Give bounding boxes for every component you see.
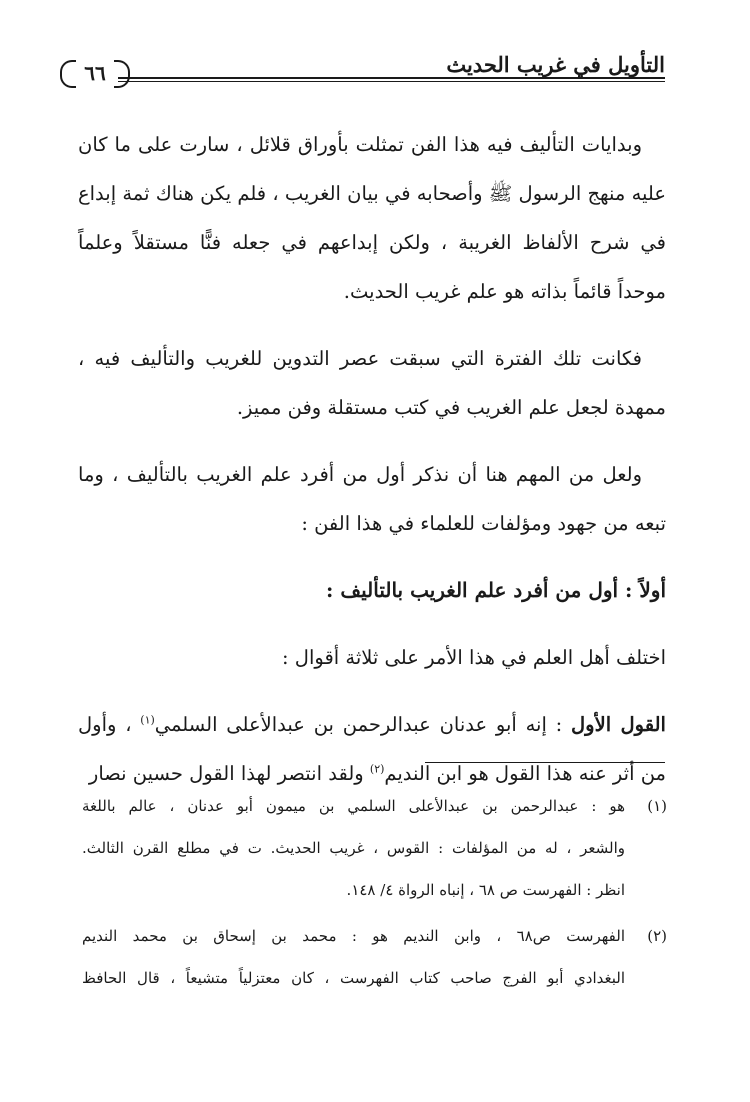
footnote-text [82, 915, 625, 999]
paragraph-2: فكانت تلك الفترة التي سبقت عصر التدوين للغريب والتأليف فيه ، ممهدة لجعل علم الغريب في كتب مستقلة وفن مميز. [78, 347, 666, 419]
header-rule-thin [118, 81, 665, 82]
footnotes [82, 785, 667, 1003]
paragraph-1: وبدايات التأليف فيه هذا الفن تمثلت بأوراق قلائل ، سارت على ما كان عليه منهج الرسول ﷺ وأصحابه في بيان الغريب ، فلم يكن هناك ثمة إبداع في شرح الألفاظ الغريبة ، ولكن إبداعهم في جعله فنًّا مستقلاً وعلماً موحداً قائماً بذاته هو علم غريب الحديث. [78, 133, 666, 303]
page-number: ٦٦ [84, 61, 106, 85]
header-rule [118, 77, 665, 79]
page-number-ornament [60, 58, 130, 88]
footnote-1 [82, 785, 667, 911]
footnote-ref-2[interactable]: (٢) [369, 762, 385, 776]
footnote-line: الفهرست ص٦٨ ، وابن النديم هو : محمد بن إسحاق بن محمد النديم [82, 927, 626, 945]
paragraph-3: ولعل من المهم هنا أن نذكر أول من أفرد علم الغريب بالتأليف ، وما تبعه من جهود ومؤلفات للعلماء في هذا الفن : [78, 463, 666, 535]
running-title: التأويل في غريب الحديث [446, 52, 665, 77]
footnote-separator [425, 762, 665, 763]
footnote-line: انظر : الفهرست ص ٦٨ ، إنباه الرواة ٤/ ١٤٨. [346, 881, 625, 899]
paragraph-4: اختلف أهل العلم في هذا الأمر على ثلاثة أقوال : [282, 646, 666, 669]
footnote-line: والشعر ، له من المؤلفات : القوس ، غريب الحديث. ت في مطلع القرن الثالث. [82, 839, 625, 857]
paragraph-5-part-a: : إنه أبو عدنان عبدالرحمن بن عبدالأعلى السلمي [154, 713, 572, 736]
paragraph-5-part-c: ولقد انتصر لهذا القول حسين نصار [88, 762, 370, 785]
first-opinion-label: القول الأول [571, 713, 666, 736]
footnote-ref-1[interactable]: (١) [140, 713, 155, 727]
footnote-text [82, 785, 625, 911]
footnote-line: البغدادي أبو الفرج صاحب كتاب الفهرست ، كان معتزلياً متشيعاً ، قال الحافظ [82, 969, 625, 987]
footnote-2 [82, 915, 667, 999]
section-heading: أولاً : أول من أفرد علم الغريب بالتأليف : [326, 578, 666, 602]
footnote-number: (١) [647, 797, 667, 815]
footnote-line: هو : عبدالرحمن بن عبدالأعلى السلمي بن ميمون أبو عدنان ، عالم باللغة [82, 797, 625, 815]
paragraph-5 [78, 700, 666, 798]
page-header [60, 50, 665, 94]
main-text [78, 120, 666, 816]
paragraph-5-part-b: ، وأول من أثر عنه هذا القول هو ابن النديم [78, 713, 666, 785]
footnote-number: (٢) [647, 927, 667, 945]
